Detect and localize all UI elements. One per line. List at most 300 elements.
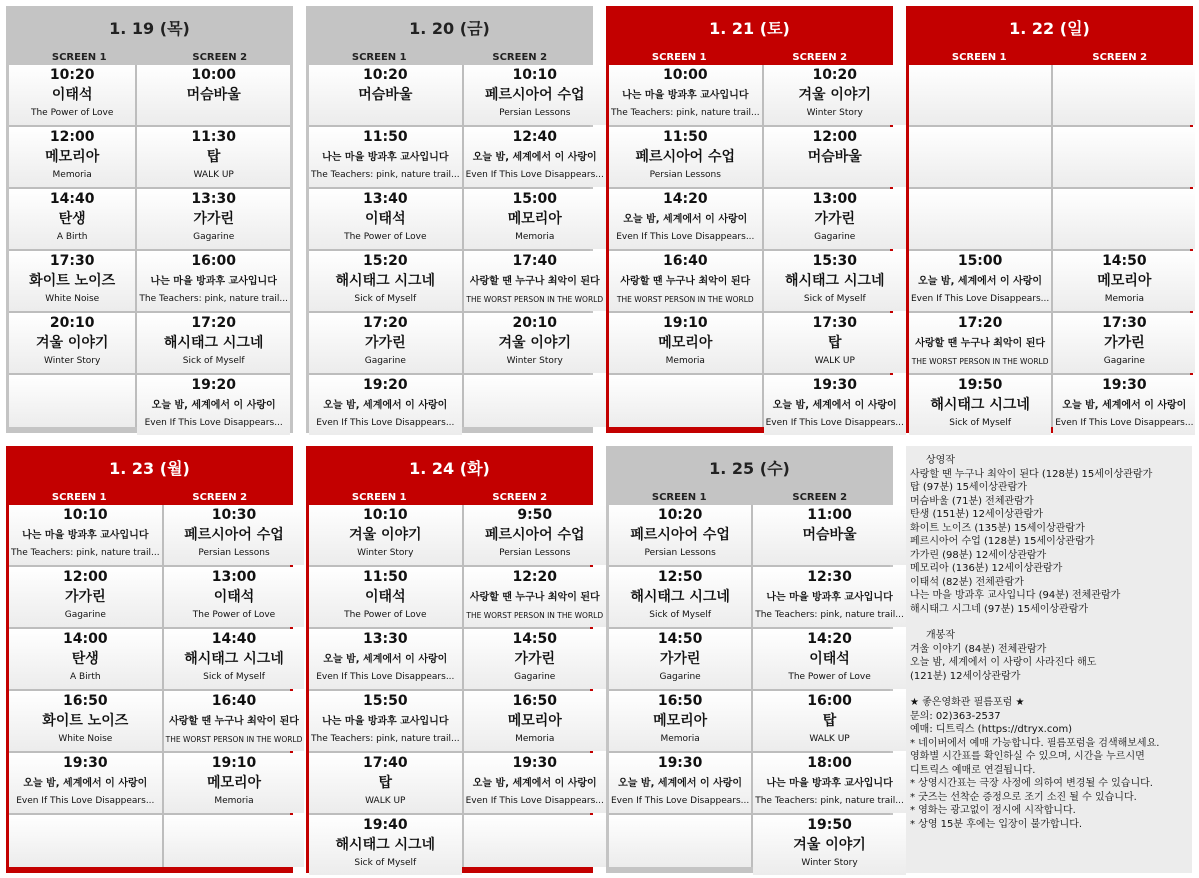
day-title: 1. 25 (수)	[709, 459, 790, 478]
film-title-en: Even If This Love Disappears...	[316, 418, 455, 428]
film-title-ko: 이태석	[809, 651, 850, 667]
current-film-line: 가가린 (98분) 12세이상관람가	[910, 549, 1047, 561]
showtime: 17:30	[812, 315, 858, 331]
film-title-en: WALK UP	[809, 734, 850, 744]
showtime-slot[interactable]	[464, 127, 606, 187]
day-schedule	[606, 6, 904, 433]
film-title-en: Winter Story	[506, 356, 563, 366]
showtime-slot[interactable]	[1053, 251, 1195, 311]
film-title-en: THE WORST PERSON IN THE WORLD	[616, 295, 754, 304]
showtime-slot[interactable]	[609, 189, 762, 249]
showtime: 12:30	[807, 569, 852, 585]
current-film-line: 머슴바울 (71분) 전체관람가	[910, 495, 1034, 507]
screen-label: SCREEN 2	[492, 492, 548, 503]
film-title-en: Memoria	[660, 734, 700, 744]
showtime: 9:50	[517, 507, 553, 523]
showtime: 17:20	[363, 315, 408, 331]
current-film-line: 탄생 (151분) 12세이상관람가	[910, 509, 1043, 520]
film-title-ko: 이태석	[51, 87, 93, 103]
current-film-line: 탑 (97분) 15세이상관람가	[910, 482, 1027, 493]
film-title-en: Sick of Myself	[203, 672, 265, 682]
showtime: 19:30	[812, 377, 858, 393]
film-title-en: WALK UP	[365, 796, 406, 806]
current-film-line: 메모리아 (136분) 12세이상관람가	[910, 563, 1063, 574]
day-title: 1. 20 (금)	[409, 19, 490, 38]
film-title-ko: 나는 마을 방과후 교사입니다	[322, 716, 449, 727]
showtime: 20:10	[512, 315, 558, 331]
showtime-slot[interactable]	[9, 753, 162, 813]
showtime-slot[interactable]	[609, 313, 762, 373]
film-title-en: The Teachers: pink, nature trail...	[311, 734, 460, 744]
showtime: 19:50	[807, 817, 852, 833]
showtime-slot[interactable]	[137, 251, 290, 311]
film-title-ko: 해시태그 시그네	[930, 397, 1030, 413]
day-title: 1. 23 (월)	[109, 459, 190, 478]
empty-slot	[909, 189, 1051, 249]
showtime: 12:40	[512, 129, 558, 145]
new-film-line: 오늘 밤, 세계에서 이 사랑이 사라진다 해도	[910, 657, 1097, 668]
showtime-slot[interactable]	[9, 505, 162, 565]
showtime-slot[interactable]	[9, 251, 135, 311]
showtime-slot[interactable]	[309, 127, 462, 187]
screen-header	[909, 51, 1190, 65]
screen-column	[609, 65, 762, 427]
film-title-en: Winter Story	[806, 108, 863, 118]
showtime-slot[interactable]	[464, 505, 606, 565]
film-title-en: Sick of Myself	[354, 294, 417, 304]
note-line: ★ 좋은영화관 필름포럼 ★	[910, 697, 1025, 708]
current-films-heading: 상영작	[926, 455, 955, 466]
empty-slot	[1053, 65, 1195, 125]
showtime-slot[interactable]	[309, 65, 462, 125]
showtime-slot[interactable]	[9, 127, 135, 187]
film-title-en: The Power of Love	[30, 108, 114, 118]
film-title-ko: 메모리아	[1097, 273, 1152, 289]
current-film-line: 페르시아어 수업 (128분) 15세이상관람가	[910, 536, 1095, 547]
showtime: 10:10	[63, 507, 108, 523]
note-line: * 네이버에서 예매 가능합니다. 필름포럼을 검색해보세요.	[910, 737, 1160, 749]
film-title-en: The Power of Love	[192, 610, 276, 620]
day-schedule	[6, 6, 293, 433]
showtime-slot[interactable]	[753, 815, 906, 875]
empty-slot	[1053, 127, 1195, 187]
film-title-en: Gagarine	[1103, 356, 1145, 366]
showtime: 12:50	[657, 569, 703, 585]
showtime: 19:30	[1102, 377, 1147, 393]
showtime: 13:40	[363, 191, 408, 207]
empty-slot	[9, 375, 135, 427]
showtime-slot[interactable]	[464, 313, 606, 373]
screen-label: SCREEN 1	[351, 52, 407, 63]
film-title-ko: 가가린	[193, 211, 234, 227]
showtime-slot[interactable]	[464, 65, 606, 125]
new-film-line: 겨울 이야기 (84분) 전체관람가	[910, 643, 1047, 655]
showtime-slot[interactable]	[909, 313, 1051, 373]
empty-slot	[464, 375, 606, 427]
screen-label: SCREEN 1	[651, 52, 707, 63]
note-line: * 굿즈는 선착순 증정으로 조기 소진 될 수 있습니다.	[910, 791, 1137, 803]
showtime: 15:50	[363, 693, 408, 709]
showtime-slot[interactable]	[464, 691, 606, 751]
showtime-slot[interactable]	[764, 189, 906, 249]
film-title-en: THE WORST PERSON IN THE WORLD	[466, 295, 604, 304]
showtime: 18:00	[807, 755, 852, 771]
film-title-en: Memoria	[1104, 294, 1144, 304]
showtime-slot[interactable]	[9, 567, 162, 627]
showtime: 10:00	[191, 67, 236, 83]
screen-label: SCREEN 2	[192, 492, 248, 503]
showtime: 11:50	[363, 569, 408, 585]
film-title-en: THE WORST PERSON IN THE WORLD	[165, 735, 303, 744]
showtime: 15:20	[363, 253, 408, 269]
showtime-slot[interactable]	[609, 505, 751, 565]
screen-label: SCREEN 1	[51, 492, 107, 503]
film-title-ko: 나는 마을 방과후 교사입니다	[766, 592, 893, 603]
showtime-slot[interactable]	[464, 189, 606, 249]
showtime-slot[interactable]	[309, 189, 462, 249]
showtime-slot[interactable]	[753, 567, 906, 627]
screen-header	[309, 51, 590, 65]
screen-column	[137, 65, 290, 427]
showtime: 14:40	[49, 191, 95, 207]
film-title-ko: 메모리아	[206, 775, 262, 791]
showtime: 15:30	[812, 253, 858, 269]
showtime: 20:10	[49, 315, 95, 331]
showtime-slot[interactable]	[9, 189, 135, 249]
screen-label: SCREEN 1	[351, 492, 407, 503]
film-title-en: Memoria	[515, 232, 555, 242]
showtime: 12:00	[49, 129, 95, 145]
film-title-en: The Teachers: pink, nature trail...	[311, 170, 460, 180]
film-title-ko: 해시태그 시그네	[335, 273, 436, 289]
showtime: 17:30	[1102, 315, 1147, 331]
film-title-ko: 오늘 밤, 세계에서 이 사랑이	[323, 654, 448, 665]
note-line: * 영화는 광고없이 정시에 시작합니다.	[910, 805, 1076, 816]
film-title-en: Persian Lessons	[499, 548, 571, 558]
film-title-ko: 가가린	[659, 651, 701, 667]
film-title-en: The Teachers: pink, nature trail...	[611, 108, 760, 118]
showtime-slot[interactable]	[164, 629, 305, 689]
showtime: 17:20	[957, 315, 1003, 331]
showtime-slot[interactable]	[753, 753, 906, 813]
film-title-en: Even If This Love Disappears...	[1055, 418, 1194, 428]
film-title-ko: 이태석	[365, 211, 406, 227]
screen-header	[9, 491, 290, 505]
film-title-en: The Power of Love	[344, 610, 427, 620]
showtime-slot[interactable]	[753, 629, 906, 689]
screen-label: SCREEN 2	[1092, 52, 1148, 63]
screen-column	[309, 505, 462, 867]
screen-label: SCREEN 2	[192, 52, 248, 63]
film-title-ko: 해시태그 시그네	[163, 335, 264, 351]
showtime: 19:40	[363, 817, 408, 833]
film-title-ko: 해시태그 시그네	[784, 273, 885, 289]
showtime-slot[interactable]	[764, 313, 906, 373]
showtime: 16:40	[211, 693, 257, 709]
film-title-ko: 페르시아어 수업	[484, 87, 585, 103]
film-title-en: The Teachers: pink, nature trail...	[139, 294, 288, 304]
showtime-slot[interactable]	[309, 691, 462, 751]
note-line: 예매: 디트릭스 (https://dtryx.com)	[910, 724, 1073, 735]
showtime: 11:30	[191, 129, 236, 145]
film-title-ko: 이태석	[365, 589, 406, 605]
film-title-en: Winter Story	[801, 858, 858, 868]
screen-label: SCREEN 2	[792, 52, 848, 63]
showtime-slot[interactable]	[609, 567, 751, 627]
showtime-slot[interactable]	[909, 251, 1051, 311]
film-title-ko: 페르시아어 수업	[635, 149, 736, 165]
film-title-en: Gagarine	[364, 356, 406, 366]
film-title-ko: 나는 마을 방과후 교사입니다	[22, 530, 149, 541]
film-title-ko: 탄생	[58, 211, 86, 227]
film-title-en: Gagarine	[659, 672, 701, 682]
showtime: 12:20	[512, 569, 558, 585]
showtime: 14:00	[63, 631, 108, 647]
film-title-en: The Teachers: pink, nature trail...	[755, 610, 904, 620]
showtime: 10:20	[812, 67, 858, 83]
film-title-ko: 오늘 밤, 세계에서 이 사랑이	[618, 778, 743, 789]
film-title-ko: 머슴바울	[807, 149, 862, 165]
showtime-slot[interactable]	[609, 251, 762, 311]
showtime-slot[interactable]	[309, 375, 462, 435]
film-title-ko: 오늘 밤, 세계에서 이 사랑이	[323, 400, 448, 411]
showtime-slot[interactable]	[9, 313, 135, 373]
film-title-en: White Noise	[58, 734, 113, 744]
film-title-ko: 겨울 이야기	[498, 335, 571, 351]
showtime-slot[interactable]	[464, 629, 606, 689]
new-films-heading: 개봉작	[926, 630, 955, 641]
film-title-en: Even If This Love Disappears...	[616, 232, 755, 242]
film-title-ko: 사랑할 땐 누구나 최악이 된다	[169, 716, 299, 727]
film-title-ko: 페르시아어 수업	[630, 527, 730, 543]
showtime-slot[interactable]	[164, 691, 305, 751]
screen-column	[1053, 65, 1195, 427]
showtime-slot[interactable]	[609, 629, 751, 689]
film-title-en: Gagarine	[514, 672, 556, 682]
showtime-slot[interactable]	[309, 505, 462, 565]
film-title-en: Even If This Love Disappears...	[316, 672, 455, 682]
film-title-ko: 해시태그 시그네	[335, 837, 436, 853]
film-title-en: Gagarine	[814, 232, 856, 242]
film-title-ko: 오늘 밤, 세계에서 이 사랑이	[472, 152, 597, 163]
showtime: 17:20	[191, 315, 236, 331]
empty-slot	[9, 815, 162, 867]
showtime-slot[interactable]	[164, 567, 305, 627]
showtime-slot[interactable]	[164, 753, 305, 813]
showtime-slot[interactable]	[753, 691, 906, 751]
film-title-en: Memoria	[515, 734, 555, 744]
screen-column	[753, 505, 906, 867]
current-film-line: 이태석 (82분) 전체관람가	[910, 576, 1024, 588]
showtime: 17:40	[363, 755, 408, 771]
showtime-slot[interactable]	[464, 567, 606, 627]
current-film-line: 사랑할 땐 누구나 최악이 된다 (128분) 15세이상관람가	[910, 468, 1153, 480]
showtime: 10:20	[49, 67, 95, 83]
film-title-en: THE WORST PERSON IN THE WORLD	[466, 611, 604, 620]
showtime-slot[interactable]	[137, 127, 290, 187]
showtime: 17:40	[512, 253, 558, 269]
showtime: 17:30	[49, 253, 95, 269]
showtime: 19:30	[657, 755, 703, 771]
screen-column	[164, 505, 305, 867]
showtime: 10:30	[211, 507, 257, 523]
showtime-slot[interactable]	[137, 313, 290, 373]
film-title-ko: 메모리아	[507, 713, 562, 729]
film-title-ko: 겨울 이야기	[798, 87, 871, 103]
showtime-slot[interactable]	[909, 375, 1051, 435]
showtime: 10:00	[663, 67, 708, 83]
showtime: 19:10	[211, 755, 257, 771]
film-title-en: The Teachers: pink, nature trail...	[11, 548, 160, 558]
showtime-slot[interactable]	[309, 567, 462, 627]
film-title-en: Memoria	[214, 796, 254, 806]
film-title-en: Even If This Love Disappears...	[465, 170, 604, 180]
showtime-slot[interactable]	[609, 691, 751, 751]
film-title-en: Even If This Love Disappears...	[611, 796, 750, 806]
showtime-slot[interactable]	[309, 313, 462, 373]
showtime: 12:00	[812, 129, 858, 145]
screen-header	[309, 491, 590, 505]
showtime-slot[interactable]	[764, 251, 906, 311]
showtime-slot[interactable]	[1053, 313, 1195, 373]
showtime-slot[interactable]	[609, 65, 762, 125]
screen-label: SCREEN 1	[51, 52, 107, 63]
film-title-ko: 탑	[378, 775, 393, 791]
notes-list	[910, 696, 1188, 831]
screen-column	[609, 505, 751, 867]
showtime-slot[interactable]	[764, 65, 906, 125]
showtime: 19:30	[512, 755, 558, 771]
showtime: 11:50	[663, 129, 708, 145]
film-title-en: A Birth	[56, 232, 88, 242]
film-title-ko: 머슴바울	[358, 87, 413, 103]
film-title-ko: 페르시아어 수업	[484, 527, 585, 543]
empty-slot	[609, 375, 762, 427]
note-line: * 상영시간표는 극장 사정에 의하여 변경될 수 있습니다.	[910, 778, 1153, 789]
showtime: 15:00	[512, 191, 558, 207]
film-title-ko: 가가린	[514, 651, 556, 667]
showtime-slot[interactable]	[464, 753, 606, 813]
showtime: 14:20	[807, 631, 852, 647]
showtime-slot[interactable]	[464, 251, 606, 311]
screen-column	[464, 505, 606, 867]
showtime: 15:00	[957, 253, 1003, 269]
showtime: 10:20	[363, 67, 408, 83]
film-title-en: Sick of Myself	[182, 356, 245, 366]
showtime-slot[interactable]	[309, 251, 462, 311]
showtime-slot[interactable]	[137, 65, 290, 125]
film-title-en: The Power of Love	[788, 672, 871, 682]
showtime-slot[interactable]	[309, 629, 462, 689]
film-title-ko: 페르시아어 수업	[184, 527, 284, 543]
film-title-ko: 사랑할 땐 누구나 최악이 된다	[915, 338, 1046, 349]
film-title-ko: 사랑할 땐 누구나 최악이 된다	[469, 276, 600, 287]
film-title-en: Sick of Myself	[649, 610, 711, 620]
showtime-slot[interactable]	[753, 505, 906, 565]
showtime-slot[interactable]	[137, 189, 290, 249]
day-schedule	[606, 446, 904, 873]
screen-column	[9, 65, 135, 427]
showtime: 16:50	[657, 693, 703, 709]
film-title-ko: 오늘 밤, 세계에서 이 사랑이	[918, 276, 1043, 287]
film-title-ko: 나는 마을 방과후 교사입니다	[322, 152, 449, 163]
info-panel	[906, 446, 1192, 873]
showtime: 11:50	[363, 129, 408, 145]
film-title-ko: 탑	[822, 713, 837, 729]
film-title-ko: 가가린	[814, 211, 856, 227]
film-title-ko: 화이트 노이즈	[29, 273, 116, 289]
empty-slot	[464, 815, 606, 867]
showtime: 19:10	[663, 315, 708, 331]
showtime-slot[interactable]	[764, 375, 906, 435]
current-films-list	[910, 468, 1188, 617]
showtime: 14:20	[663, 191, 708, 207]
film-title-ko: 가가린	[365, 335, 406, 351]
showtime: 14:40	[211, 631, 257, 647]
screen-column	[309, 65, 462, 427]
empty-slot	[609, 815, 751, 867]
showtime: 10:10	[363, 507, 408, 523]
showtime-slot[interactable]	[309, 753, 462, 813]
showtime-slot[interactable]	[9, 629, 162, 689]
screen-header	[9, 51, 290, 65]
showtime-slot[interactable]	[609, 127, 762, 187]
film-title-en: Persian Lessons	[198, 548, 270, 558]
showtime: 16:50	[63, 693, 108, 709]
showtime-slot[interactable]	[609, 753, 751, 813]
current-film-line: 화이트 노이즈 (135분) 15세이상관람가	[910, 522, 1085, 534]
note-line: 문의: 02)363-2537	[910, 710, 1001, 722]
film-title-en: Winter Story	[357, 548, 414, 558]
current-film-line: 해시태그 시그네 (97분) 15세이상관람가	[910, 603, 1089, 615]
showtime-slot[interactable]	[1053, 375, 1195, 435]
day-title: 1. 24 (화)	[409, 459, 490, 478]
film-title-en: Memoria	[52, 170, 92, 180]
showtime-slot[interactable]	[764, 127, 906, 187]
showtime-slot[interactable]	[9, 65, 135, 125]
film-title-en: Persian Lessons	[499, 108, 571, 118]
film-title-en: A Birth	[69, 672, 101, 682]
showtime: 10:20	[657, 507, 703, 523]
showtime: 16:50	[512, 693, 558, 709]
film-title-en: The Power of Love	[344, 232, 427, 242]
showtime-slot[interactable]	[309, 815, 462, 875]
film-title-ko: 겨울 이야기	[35, 335, 109, 351]
film-title-ko: 해시태그 시그네	[630, 589, 730, 605]
screen-label: SCREEN 1	[651, 492, 707, 503]
showtime-slot[interactable]	[164, 505, 305, 565]
screen-label: SCREEN 2	[792, 492, 848, 503]
day-title: 1. 22 (일)	[1009, 19, 1090, 38]
film-title-ko: 탑	[206, 149, 221, 165]
showtime: 14:50	[1102, 253, 1147, 269]
note-line: 영화별 시간표를 확인하실 수 있으며, 시간을 누르시면	[910, 751, 1145, 762]
film-title-en: The Teachers: pink, nature trail...	[755, 796, 904, 806]
showtime: 13:00	[211, 569, 257, 585]
film-title-ko: 오늘 밤, 세계에서 이 사랑이	[472, 778, 597, 789]
showtime: 10:10	[512, 67, 558, 83]
film-title-ko: 겨울 이야기	[349, 527, 422, 543]
showtime-slot[interactable]	[137, 375, 290, 435]
day-schedule	[6, 446, 303, 873]
showtime: 11:00	[807, 507, 852, 523]
showtime-slot[interactable]	[9, 691, 162, 751]
film-title-ko: 나는 마을 방과후 교사입니다	[622, 90, 749, 101]
film-title-ko: 가가린	[65, 589, 106, 605]
film-title-ko: 메모리아	[658, 335, 713, 351]
film-title-en: White Noise	[45, 294, 100, 304]
film-title-en: Persian Lessons	[649, 170, 721, 180]
